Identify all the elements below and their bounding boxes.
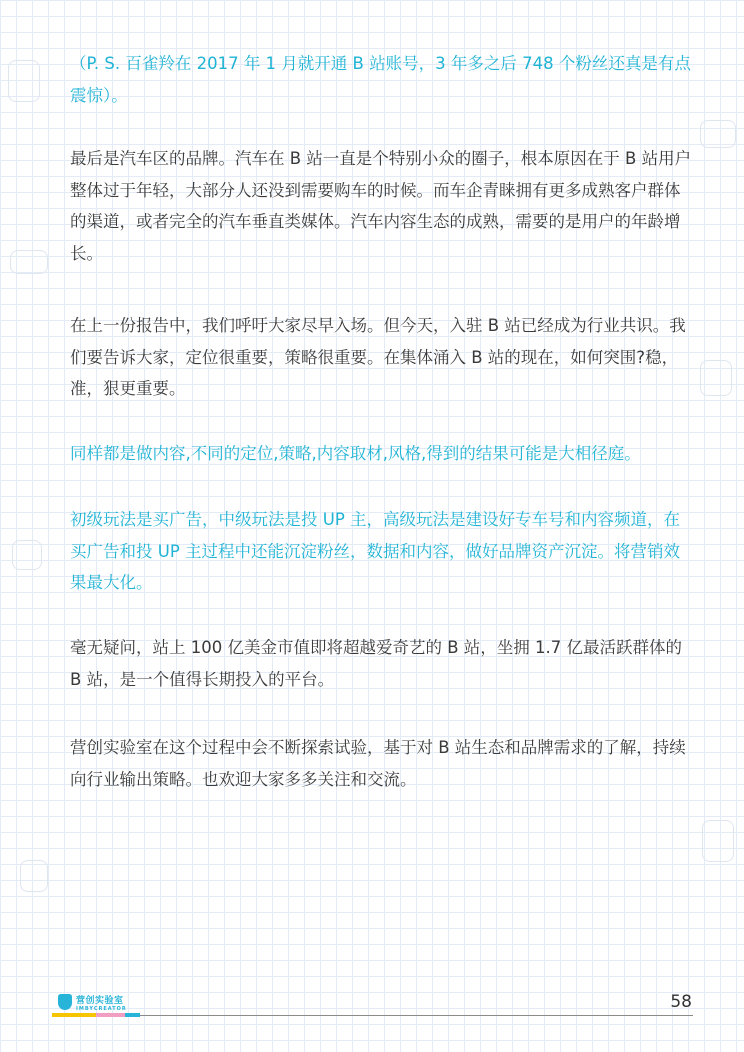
paragraph-auto-brands: 最后是汽车区的品牌。汽车在 B 站一直是个特别小众的圈子，根本原因在于 B 站用户整体过于年轻，大部分人还没到需要购车的时候。而车企青睐拥有更多成熟客户群体的渠道，或者完全的汽车垂直类媒体。汽车内容生态的成熟，需要的是用户的年龄增长。 [70, 149, 692, 263]
footer-bar-pink [96, 1013, 125, 1017]
doodle-decoration [10, 250, 48, 274]
page-number: 58 [670, 992, 692, 1012]
doodle-decoration [8, 60, 40, 102]
brand-name: 营创实验室 [76, 995, 124, 1006]
paragraph-play-levels: 初级玩法是买广告，中级玩法是投 UP 主，高级玩法是建设好专车号和内容频道，在买广告和投 UP 主过程中还能沉淀粉丝，数据和内容，做好品牌资产沉淀。将营销效果最大化。 [70, 510, 681, 592]
brand-subtitle: IMBYCREATOR [76, 1005, 127, 1012]
paragraph-report-summary: 在上一份报告中，我们呼吁大家尽早入场。但今天，入驻 B 站已经成为行业共识。我们要告诉大家，定位很重要，策略很重要。在集体涌入 B 站的现在，如何突围?稳，准，狠更重要。 [70, 316, 686, 398]
doodle-decoration [12, 540, 42, 570]
doodle-decoration [700, 360, 732, 396]
paragraph-ps-note: （P. S. 百雀羚在 2017 年 1 月就开通 B 站账号，3 年多之后 748 个粉丝还真是有点震惊）。 [70, 54, 691, 105]
footer-bar-cyan [125, 1013, 140, 1017]
brand-logo [58, 992, 144, 1012]
paragraph-market-value: 毫无疑问，站上 100 亿美金市值即将超越爱奇艺的 B 站，坐拥 1.7 亿最活跃群体的 B 站，是一个值得长期投入的平台。 [70, 638, 683, 689]
footer-color-bar [52, 1013, 140, 1017]
shield-icon [58, 994, 72, 1010]
paragraph-same-content: 同样都是做内容,不同的定位,策略,内容取材,风格,得到的结果可能是大相径庭。 [70, 444, 641, 463]
doodle-decoration [702, 820, 734, 862]
footer-divider [140, 1015, 693, 1016]
doodle-decoration [20, 860, 48, 892]
doodle-decoration [700, 120, 736, 148]
footer-bar-yellow [52, 1013, 96, 1017]
paragraph-closing: 营创实验室在这个过程中会不断探索试验，基于对 B 站生态和品牌需求的了解，持续向行业输出策略。也欢迎大家多多关注和交流。 [70, 738, 686, 789]
